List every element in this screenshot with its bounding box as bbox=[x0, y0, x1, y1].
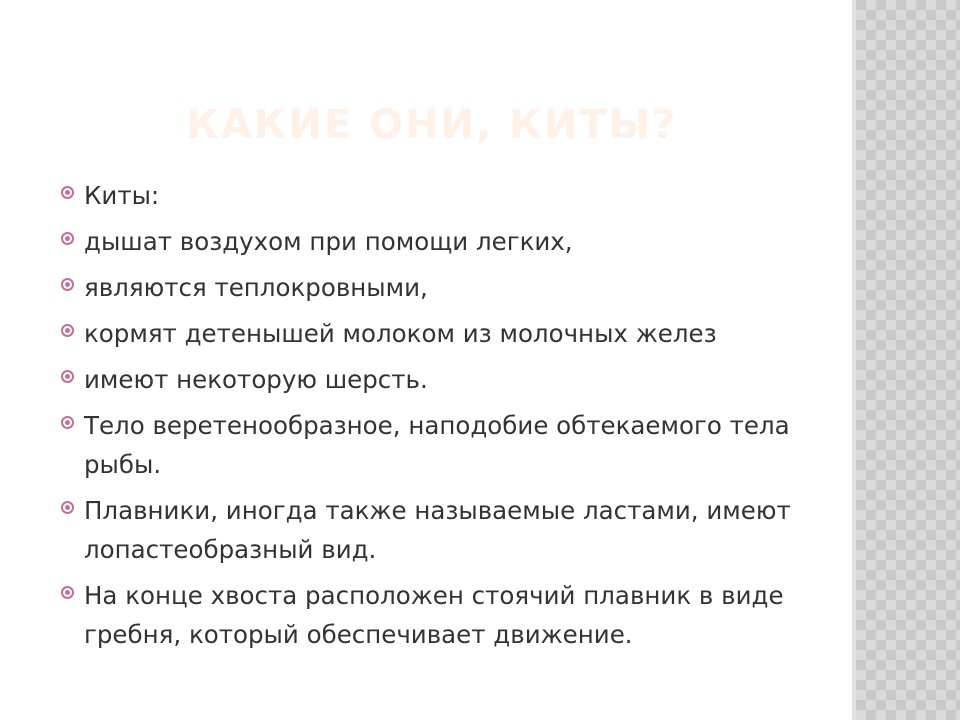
bullet-text: На конце хвоста расположен стоячий плавник в виде гребня, который обеспечивает движение. bbox=[84, 581, 784, 649]
bullet-list bbox=[60, 176, 820, 661]
circle-bullet-icon bbox=[61, 501, 74, 514]
bullet-item bbox=[60, 576, 820, 654]
bullet-text: Киты: bbox=[84, 181, 160, 210]
bullet-text: Тело веретенообразное, наподобие обтекаемого тела рыбы. bbox=[84, 411, 790, 479]
circle-bullet-icon bbox=[61, 370, 74, 383]
circle-bullet-icon bbox=[61, 186, 74, 199]
circle-bullet-icon bbox=[61, 416, 74, 429]
circle-bullet-icon bbox=[61, 586, 74, 599]
bullet-item bbox=[60, 491, 820, 569]
bullet-item bbox=[60, 222, 820, 261]
bullet-item bbox=[60, 268, 820, 307]
circle-bullet-icon bbox=[61, 324, 74, 337]
bullet-item bbox=[60, 406, 820, 484]
decorative-side-panel bbox=[856, 0, 960, 720]
slide-title: КАКИЕ ОНИ, КИТЫ? bbox=[186, 102, 678, 148]
bullet-item bbox=[60, 314, 820, 353]
bullet-item bbox=[60, 176, 820, 215]
bullet-text: Плавники, иногда также называемые ластами, имеют лопастеобразный вид. bbox=[84, 496, 791, 564]
circle-bullet-icon bbox=[61, 278, 74, 291]
bullet-text: дышат воздухом при помощи легких, bbox=[84, 227, 573, 256]
circle-bullet-icon bbox=[61, 232, 74, 245]
bullet-text: имеют некоторую шерсть. bbox=[84, 365, 428, 394]
bullet-item bbox=[60, 360, 820, 399]
bullet-text: являются теплокровными, bbox=[84, 273, 428, 302]
bullet-text: кормят детенышей молоком из молочных желез bbox=[84, 319, 717, 348]
